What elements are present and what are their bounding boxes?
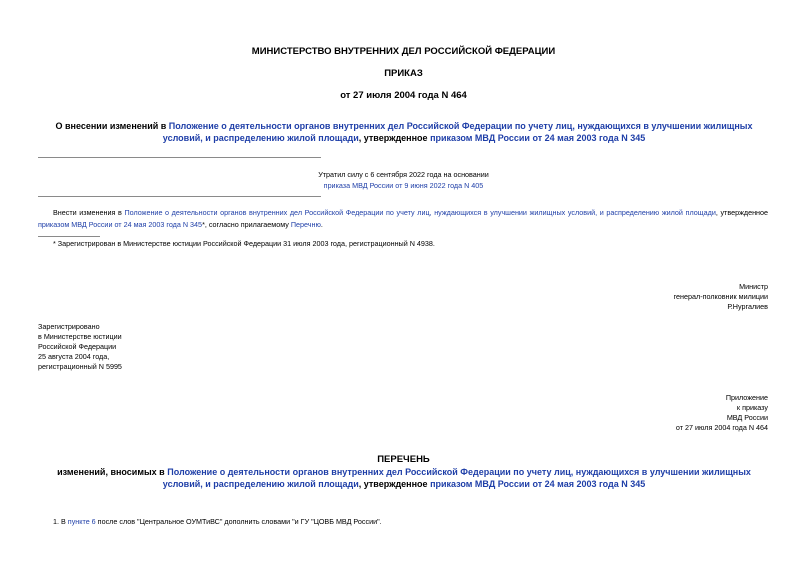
body-link-list[interactable]: Перечню	[290, 220, 321, 229]
registration-line-4: 25 августа 2004 года,	[38, 352, 110, 361]
item1-text: после слов "Центральное ОУМТиВС" дополнить словами "и ГУ "ЦОВБ МВД России".	[95, 517, 382, 526]
list-heading: ПЕРЕЧЕНЬ	[377, 454, 430, 465]
body-suffix: , согласно прилагаемому	[204, 220, 291, 229]
footnote-marker: *	[202, 220, 205, 229]
title-prefix: О внесении изменений в	[55, 121, 169, 131]
status-link-order-405[interactable]: приказа МВД России от 9 июня 2022 года N 405	[323, 181, 484, 190]
status-line: Утратил силу с 6 сентября 2022 года на основании	[318, 170, 489, 179]
body-prefix: Внести изменения в	[53, 208, 125, 217]
list-item-1	[53, 517, 768, 527]
appendix-line-1: Приложение	[725, 393, 768, 402]
item1-prefix: 1. В	[53, 517, 68, 526]
signature-rank: генерал-полковник милиции	[673, 292, 768, 301]
title-link-order-345[interactable]: приказом МВД России от 24 мая 2003 года N 345	[430, 133, 646, 143]
doc-date-number: от 27 июля 2004 года N 464	[340, 90, 467, 101]
document-title	[38, 120, 770, 144]
registration-block	[38, 322, 338, 372]
appendix-line-3: МВД России	[726, 413, 768, 422]
registration-line-1: Зарегистрировано	[38, 322, 100, 331]
footnote-text: * Зарегистрирован в Министерстве юстиции Российской Федерации 31 июля 2003 года, регистрационный N 4938.	[53, 239, 435, 248]
signature-title: Министр	[739, 282, 768, 291]
list-sub-middle: , утвержденное	[358, 479, 431, 489]
body-link-regulation[interactable]: Положение о деятельности органов внутренних дел Российской Федерации по учету лиц, нуждающихся в улучшении жилищных условий, и распределению жилой площади	[124, 208, 716, 217]
footnote-divider	[38, 236, 100, 237]
divider-status	[38, 196, 321, 197]
item1-link-point-6[interactable]: пункте 6	[67, 517, 96, 526]
body-link-order-345[interactable]: приказом МВД России от 24 мая 2003 года N 345	[38, 220, 203, 229]
status-link-wrap	[0, 181, 807, 191]
list-sub-prefix: изменений, вносимых в	[57, 467, 168, 477]
body-end: .	[320, 220, 323, 229]
registration-line-2: в Министерстве юстиции	[38, 332, 122, 341]
ministry-heading: МИНИСТЕРСТВО ВНУТРЕННИХ ДЕЛ РОССИЙСКОЙ ФЕДЕРАЦИИ	[251, 46, 556, 57]
body-paragraph	[38, 207, 768, 231]
registration-line-5: регистрационный N 5995	[38, 362, 122, 371]
title-middle: , утвержденное	[358, 133, 431, 143]
signature-name: Р.Нургалиев	[727, 302, 768, 311]
appendix-line-2: к приказу	[736, 403, 768, 412]
registration-line-3: Российской Федерации	[38, 342, 117, 351]
title-link-regulation[interactable]: Положение о деятельности органов внутренних дел Российской Федерации по учету лиц, нуждающихся в улучшении жилищных условий, и распределению жилой площади	[162, 121, 753, 143]
appendix-block	[468, 393, 768, 433]
list-link-order-345[interactable]: приказом МВД России от 24 мая 2003 года N 345	[430, 479, 646, 489]
doc-type-heading: ПРИКАЗ	[384, 68, 423, 79]
divider-top	[38, 157, 321, 158]
appendix-line-4: от 27 июля 2004 года N 464	[675, 423, 768, 432]
signature-block	[468, 282, 768, 312]
list-subheading	[38, 466, 770, 490]
list-link-regulation[interactable]: Положение о деятельности органов внутренних дел Российской Федерации по учету лиц, нуждающихся в улучшении жилищных условий, и распределению жилой площади	[162, 467, 751, 489]
body-middle: , утвержденное	[715, 208, 769, 217]
